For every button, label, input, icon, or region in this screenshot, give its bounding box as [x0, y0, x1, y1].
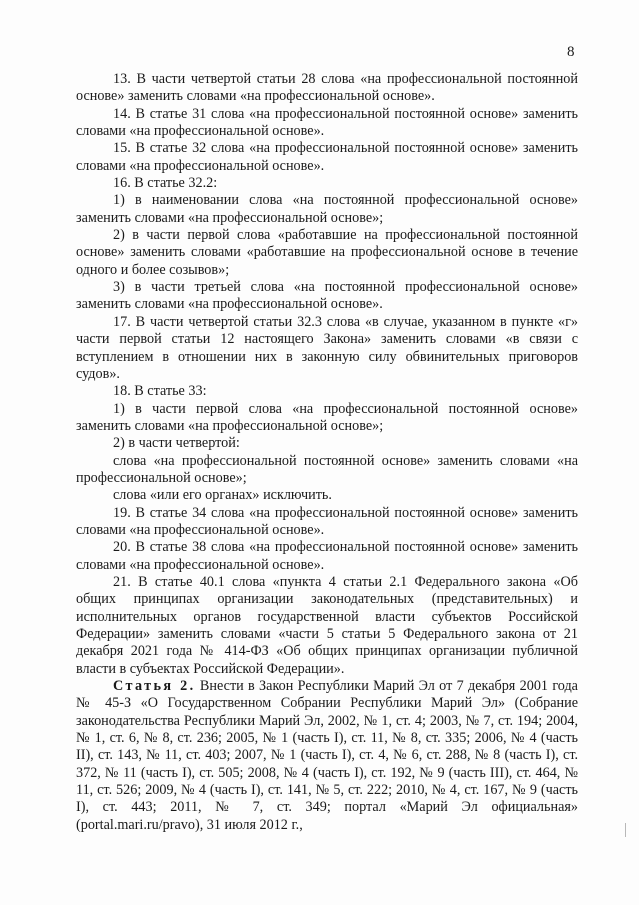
paragraph-item-14: 14. В статье 31 слова «на профессиональной постоянной основе» заменить словами «на профессиональной основе».	[76, 105, 578, 140]
paragraph-item-16-3: 3) в части третьей слова «на постоянной профессиональной основе» заменить словами «на профессиональной основе».	[76, 279, 578, 313]
paragraph-item-16: 16. В статье 32.2:	[113, 175, 218, 192]
paragraph-item-19: 19. В статье 34 слова «на профессиональной постоянной основе» заменить словами «на профессиональной основе».	[76, 504, 578, 538]
page-number: 8	[567, 44, 575, 60]
article-2-heading: Статья 2.	[113, 678, 196, 695]
scan-margin-mark	[625, 823, 629, 837]
paragraph-item-18-1: 1) в части первой слова «на профессиональной постоянной основе» заменить словами «на профессиональной основе»;	[76, 400, 578, 434]
paragraph-item-17: 17. В части четвертой статьи 32.3 слова «в случае, указанном в пункте «г» части первой статьи 12 настоящего Закона» заменить словами «в связи с вступлением в отношении них в законную силу обвинительных приговоров судов».	[76, 313, 578, 382]
paragraph-item-18-2-a: слова «на профессиональной постоянной основе» заменить словами «на профессиональной основе»;	[76, 452, 578, 486]
paragraph-item-15: 15. В статье 32 слова «на профессиональной постоянной основе» заменить словами «на профессиональной основе».	[76, 140, 578, 174]
document-body	[76, 71, 578, 834]
paragraph-item-21: 21. В статье 40.1 слова «пункта 4 статьи 2.1 Федерального закона «Об общих принципах организации законодательных (представительных) и исполнительных органов государственной власти субъектов Российской Федерации» заменить словами «части 5 статьи 5 Федерального закона от 21 декабря 2021 года № 414-ФЗ «Об общих принципах организации публичной власти в субъектах Российской Федерации».	[76, 573, 578, 677]
paragraph-item-18-2: 2) в части четвертой:	[113, 435, 240, 452]
article-2-paragraph	[76, 678, 578, 834]
paragraph-item-13: 13. В части четвертой статьи 28 слова «на профессиональной постоянной основе» заменить словами «на профессиональной основе».	[76, 71, 578, 105]
paragraph-item-20: 20. В статье 38 слова «на профессиональной постоянной основе» заменить словами «на профессиональной основе».	[76, 539, 578, 573]
article-2-text: Внести в Закон Республики Марий Эл от 7 декабря 2001 года № 45-З «О Государственном Собрании Республики Марий Эл» (Собрание законодательства Республики Марий Эл, 2002, № 1, ст. 4; 2003, № 7, ст. 194; 2004, № 1, ст. 6, № 8, ст. 236; 2005, № 1 (часть I), ст. 11, № 8, ст. 335; 2006, № 4 (часть II), ст. 143, № 11, ст. 403; 2007, № 1 (часть I), ст. 4, № 6, ст. 288, № 8 (часть I), ст. 372, № 11 (часть I), ст. 505; 2008, № 4 (часть I), ст. 192, № 9 (часть III), ст. 464, № 11, ст. 526; 2009, № 4 (часть I), ст. 141, № 5, ст. 222; 2010, № 4, ст. 167, № 9 (часть I), ст. 443; 2011, № 7, ст. 349; портал «Марий Эл официальная» (portal.mari.ru/pravo), 31 июля 2012 г.,	[76, 678, 578, 833]
paragraph-item-18-2-b: слова «или его органах» исключить.	[113, 487, 332, 504]
paragraph-item-16-1: 1) в наименовании слова «на постоянной профессиональной основе» заменить словами «на профессиональной основе»;	[76, 192, 578, 226]
paragraph-item-18: 18. В статье 33:	[113, 383, 207, 400]
paragraph-item-16-2: 2) в части первой слова «работавшие на профессиональной постоянной основе» заменить словами «работавшие на профессиональной основе в течение одного и более созывов»;	[76, 227, 578, 278]
